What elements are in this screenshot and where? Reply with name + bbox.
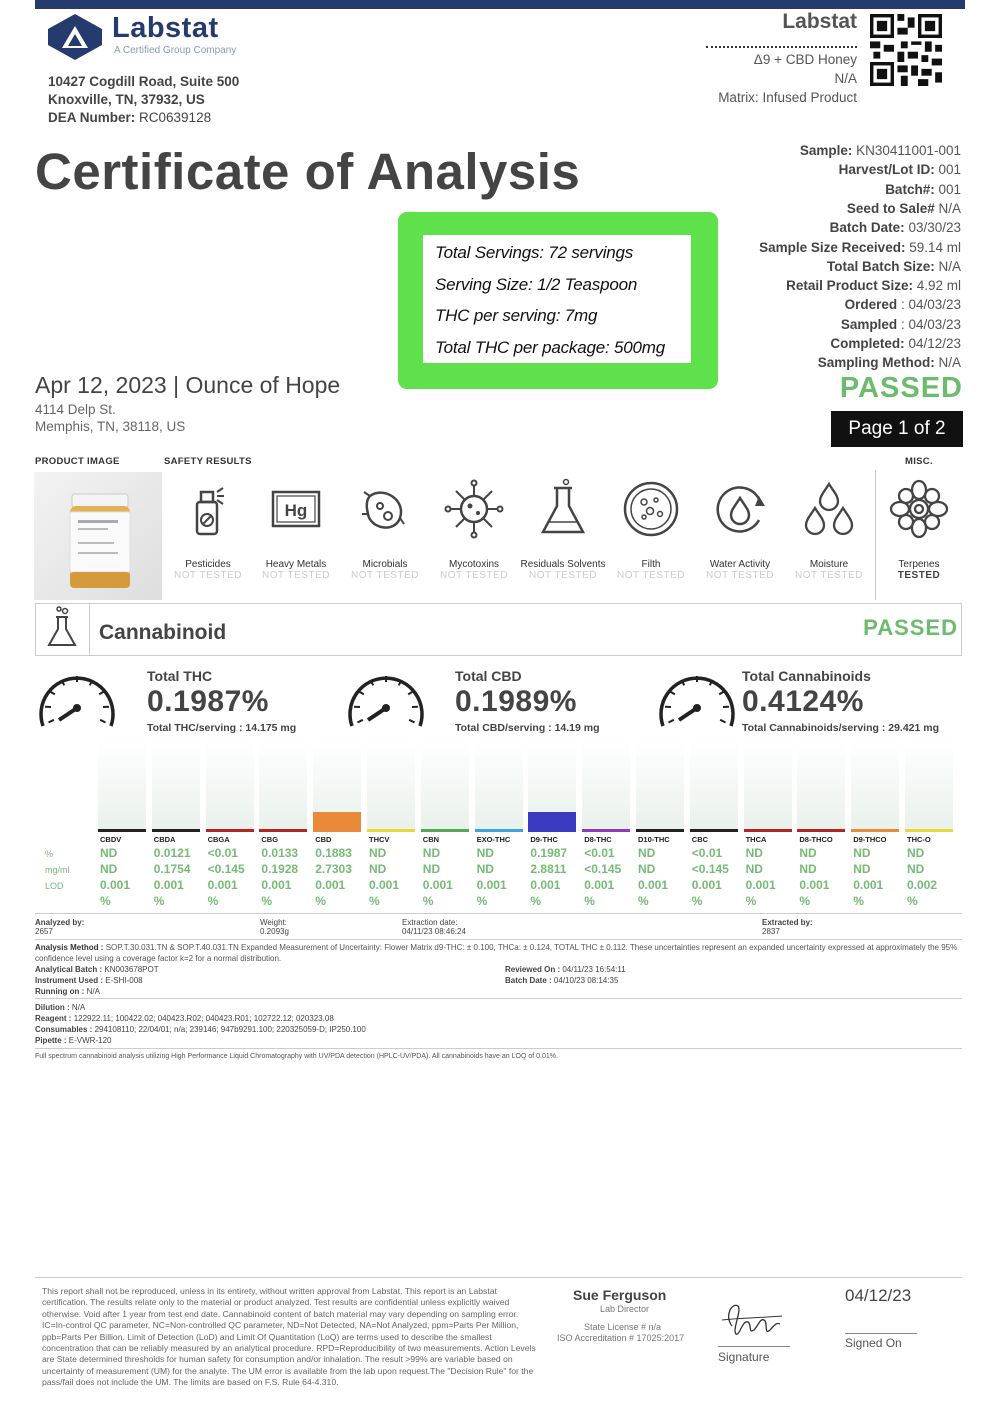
safety-status: NOT TESTED <box>174 570 242 581</box>
compound-name: THCA <box>745 835 767 844</box>
client-street: 4114 Delp St. <box>35 402 116 417</box>
compound-lod-unit: % <box>369 894 380 908</box>
compound-lod-unit: % <box>100 894 111 908</box>
compound-name: THC-O <box>907 835 931 844</box>
bar-column <box>152 740 200 830</box>
compound-lod: 0.001 <box>530 878 561 892</box>
lab-address-line2: Knoxville, TN, 37932, US <box>48 92 205 107</box>
compound-lod: 0.001 <box>691 878 722 892</box>
safety-item-filth <box>606 478 696 581</box>
compound-lod-unit: % <box>638 894 649 908</box>
labstat-logo-icon <box>46 12 104 62</box>
compound-name: CBN <box>422 835 440 844</box>
meta-row: Batch Date: 03/30/23 <box>829 220 961 236</box>
divider <box>35 1048 962 1049</box>
divider <box>35 998 962 999</box>
compound-percent: ND <box>369 846 387 860</box>
compound-name: CBD <box>315 835 332 844</box>
compound-lod: 0.002 <box>907 878 938 892</box>
bar-color-line <box>313 829 361 832</box>
total-value: 0.1989% <box>455 685 577 718</box>
qr-code-icon[interactable] <box>870 14 942 86</box>
petri-dish-icon <box>620 478 682 540</box>
compound-percent: <0.01 <box>584 846 615 860</box>
dotted-divider <box>706 46 857 48</box>
water-cycle-icon <box>709 478 771 540</box>
bar-column <box>259 740 307 830</box>
compound-lod-unit: % <box>853 894 864 908</box>
compound-lod-unit: % <box>907 894 918 908</box>
compound-mgml: ND <box>369 862 387 876</box>
compound-lod: 0.001 <box>799 878 830 892</box>
weight: Weight: 0.2093g <box>260 918 289 936</box>
meta-row: Ordered : 04/03/23 <box>844 297 961 313</box>
bar-color-line <box>259 829 307 832</box>
bar-color-line <box>797 829 845 832</box>
total-value: 0.1987% <box>147 685 269 718</box>
bar-color-line <box>206 829 254 832</box>
meta-row: Completed: 04/12/23 <box>830 336 961 351</box>
total-per-serving: Total THC/serving : 14.175 mg <box>147 722 297 734</box>
compound-mgml: ND <box>422 862 441 876</box>
signed-date: 04/12/23 <box>845 1286 912 1305</box>
compound-lod: 0.001 <box>369 878 400 892</box>
compound-mgml: 2.8811 <box>530 862 567 876</box>
compound-name: D9-THCO <box>853 835 887 844</box>
total-label: Total CBD <box>455 668 522 684</box>
product-na: N/A <box>834 71 857 86</box>
meta-row: Sampling Method: N/A <box>817 355 961 371</box>
flask-icon <box>532 478 594 540</box>
compound-percent: 0.1987 <box>530 846 568 860</box>
product-name: Δ9 + CBD Honey <box>753 52 857 67</box>
bar-column <box>528 740 576 830</box>
compound-name: CBC <box>691 835 709 844</box>
compound-mgml: ND <box>745 862 763 876</box>
bar-column <box>98 740 146 830</box>
total-label: Total Cannabinoids <box>742 668 871 684</box>
compound-mgml: ND <box>100 862 118 876</box>
reviewed-on: Reviewed On : 04/11/23 16:54:11 <box>505 965 626 974</box>
dea-number: DEA Number: RC0639128 <box>48 110 212 125</box>
footer-divider <box>35 1277 962 1278</box>
signature-line <box>718 1346 790 1347</box>
bar-color-line <box>98 829 146 832</box>
svg-text:Hg: Hg <box>284 501 308 520</box>
misc-divider <box>875 470 876 600</box>
bar-column <box>367 740 415 830</box>
meta-row: Retail Product Size: 4.92 ml <box>786 278 961 294</box>
product-image-label: PRODUCT IMAGE <box>35 456 120 467</box>
gauge-icon <box>344 668 428 730</box>
safety-name: Microbials <box>362 559 408 570</box>
row-label-lod: LOD <box>45 881 64 891</box>
compound-name: EXO-THC <box>476 835 511 844</box>
iso-accreditation: ISO Accreditation # 17025:2017 <box>557 1333 685 1343</box>
running-on: Running on : N/A <box>35 987 100 996</box>
compound-lod-unit: % <box>476 894 488 908</box>
compound-name: CBDV <box>100 835 122 844</box>
bar-color-line <box>636 829 684 832</box>
thc-per-serving: THC per serving: 7mg <box>435 306 598 325</box>
disclaimer: This report shall not be reproduced, unless in its entirety, without written approval from Labstat. This report is an Labstat certification. The results relate only to the material or product analyzed. Test results are confidential unless explicitly waived otherwise. Void after 1 year from test end date. Cannabinoid content of batch material may vary depending on sampling error. IC=In-control QC parameter, NC=Non-controlled QC parameter, ND=Not Detected, NA=Not Analyzed, ppm=Parts Per Million, ppb=Parts Per Billion. Limit of Detection (LoD) and Limit Of Quantitation (LoQ) are terms used to describe the smallest concentration that can be reliably measured by an analytical procedure. RPD=Reproducibility of two measurements. Action Levels are State determined thresholds for human safety for consumption and/or inhalation. The result >99% are variable based on uncertainty of measurement (UM) for the analyte. The UM error is available from the lab upon request.The "Decision Rule" for the pass/fail does not include the UM. The limits are based on F.S. Rule 64-4.310. <box>42 1286 536 1388</box>
extracted-by: Extracted by: 2837 <box>762 918 813 936</box>
analyzed-by: Analyzed by: 2657 <box>35 918 85 936</box>
signed-on-label: Signed On <box>845 1336 902 1350</box>
bar-fill <box>528 812 576 830</box>
compound-name: D9-THC <box>530 835 558 844</box>
virus-icon <box>443 478 505 540</box>
compound-mgml: 0.1754 <box>153 862 191 876</box>
compound-lod: 0.001 <box>100 878 131 892</box>
compound-lod: 0.001 <box>745 878 776 892</box>
reagent: Reagent : 122922.11; 100422.02; 040423.R02; 040423.R01; 102722.12; 020323.08 <box>35 1014 334 1023</box>
bar-color-line <box>475 829 523 832</box>
meta-row: Sample: KN30411001-001 <box>799 143 961 158</box>
compound-percent: ND <box>476 846 494 860</box>
compound-lod-unit: % <box>745 894 757 908</box>
safety-status: TESTED <box>897 570 941 581</box>
meta-row: Batch#: 001 <box>885 181 961 197</box>
compound-lod-unit: % <box>691 894 703 908</box>
compound-percent: 0.0121 <box>153 846 191 860</box>
signature-image <box>718 1296 788 1344</box>
compound-lod: 0.001 <box>584 878 615 892</box>
consumables: Consumables : 294108110; 22/04/01; n/a; 239146; 947b9291.100; 220325059-D; IP250.100 <box>35 1025 366 1034</box>
meta-row: Seed to Sale# N/A <box>846 200 961 216</box>
compound-mgml: ND <box>799 862 817 876</box>
batch-date: Batch Date : 04/10/23 08:14:35 <box>505 976 619 985</box>
safety-status: NOT TESTED <box>706 570 774 581</box>
safety-status: NOT TESTED <box>617 570 685 581</box>
compound-mgml: ND <box>638 862 656 876</box>
compound-lod: 0.001 <box>261 878 292 892</box>
analysis-method: Analysis Method : SOP.T.30.031.TN & SOP.T.40.031.TN Expanded Measurement of Uncertainty: Flower Matrix d9-THC: ± 0.100, THCa: ± 0.124, TOTAL THC ± 0.112. These uncertainties represent an expanded uncertainty expressed at approximately the 95% confidence level using a coverage factor k=2 for a normal distribution. <box>35 943 958 963</box>
safety-name: Pesticides <box>185 559 231 570</box>
row-label-mgml: mg/ml <box>45 865 70 875</box>
gauge-icon <box>655 668 739 730</box>
safety-status: NOT TESTED <box>351 570 419 581</box>
bar-column <box>475 740 523 830</box>
meta-row: Sampled : 04/03/23 <box>840 316 961 332</box>
method-note: Full spectrum cannabinoid analysis utilizing High Performance Liquid Chromatography with UV/PDA detection (HPLC-UV/PDA). All cannabinoids have an LOQ of 0.01%. <box>35 1053 558 1060</box>
divider <box>35 913 962 914</box>
compound-percent: ND <box>745 846 763 860</box>
compound-percent: ND <box>100 846 118 860</box>
cannabinoid-title: Cannabinoid <box>99 621 227 644</box>
logo-tagline: A Certified Group Company <box>114 45 237 56</box>
dilution: Dilution : N/A <box>35 1003 86 1012</box>
compound-name: D8-THC <box>584 835 612 844</box>
compound-mgml: 2.7303 <box>315 862 352 876</box>
safety-results-label: SAFETY RESULTS <box>164 456 252 467</box>
bar-column <box>206 740 254 830</box>
logo-name: Labstat <box>112 12 219 44</box>
compound-lod: 0.001 <box>476 878 507 892</box>
compound-percent: ND <box>799 846 817 860</box>
compound-mgml: <0.145 <box>207 862 245 876</box>
compound-percent: 0.1883 <box>315 846 352 860</box>
client-heading: Apr 12, 2023 | Ounce of Hope <box>35 372 341 398</box>
safety-name: Mycotoxins <box>448 559 499 570</box>
compound-mgml: <0.145 <box>691 862 729 876</box>
bar-color-line <box>152 829 200 832</box>
compound-lod-unit: % <box>799 894 811 908</box>
safety-name: Heavy Metals <box>265 559 327 570</box>
compound-lod-unit: % <box>584 894 595 908</box>
pipette: Pipette : E-VWR-120 <box>35 1036 112 1045</box>
compound-lod-unit: % <box>261 894 273 908</box>
meta-row: Harvest/Lot ID: 001 <box>838 162 961 178</box>
compound-mgml: <0.145 <box>584 862 622 876</box>
compound-lod: 0.001 <box>207 878 238 892</box>
bar-color-line <box>421 829 469 832</box>
compound-percent: <0.01 <box>207 846 238 860</box>
bar-color-line <box>367 829 415 832</box>
compound-lod: 0.001 <box>853 878 884 892</box>
signature-label: Signature <box>718 1350 770 1364</box>
compound-lod-unit: % <box>530 894 542 908</box>
page-indicator: Page 1 of 2 <box>831 411 963 447</box>
meta-row: Sample Size Received: 59.14 ml <box>759 239 961 255</box>
bar-color-line <box>528 829 576 832</box>
compound-mgml: 0.1928 <box>261 862 299 876</box>
bar-column <box>905 740 953 830</box>
safety-status: NOT TESTED <box>795 570 863 581</box>
cannabinoid-icon-box <box>35 603 90 656</box>
compound-lod: 0.001 <box>315 878 346 892</box>
bar-column <box>636 740 684 830</box>
flower-icon <box>888 478 950 540</box>
pesticide-spray-icon <box>177 478 239 540</box>
compound-name: D10-THC <box>638 835 670 844</box>
safety-item-terpenes <box>874 478 964 581</box>
safety-item-residuals-solvents <box>518 478 608 581</box>
flask-icon <box>35 603 90 656</box>
compound-lod-unit: % <box>422 894 434 908</box>
gauge-icon <box>35 668 119 730</box>
hg-icon <box>265 478 327 540</box>
bar-column <box>851 740 899 830</box>
total-label: Total THC <box>147 668 213 684</box>
product-image <box>34 472 162 600</box>
compound-name: THCV <box>369 835 390 844</box>
bar-column <box>421 740 469 830</box>
compound-percent: ND <box>422 846 441 860</box>
compound-lod: 0.001 <box>638 878 669 892</box>
safety-name: Water Activity <box>709 559 771 570</box>
compound-name: D8-THCO <box>799 835 833 844</box>
compound-percent: <0.01 <box>691 846 723 860</box>
safety-status: NOT TESTED <box>262 570 330 581</box>
compound-percent: 0.0133 <box>261 846 299 860</box>
lab-name-right: Labstat <box>782 10 857 33</box>
compound-percent: ND <box>907 846 925 860</box>
compound-name: CBG <box>261 835 279 844</box>
compound-lod-unit: % <box>207 894 219 908</box>
serving-size: Serving Size: 1/2 Teaspoon <box>435 275 638 294</box>
signer-name: Sue Ferguson <box>573 1287 667 1303</box>
microbe-icon <box>354 478 416 540</box>
lab-address-line1: 10427 Cogdill Road, Suite 500 <box>48 74 240 89</box>
row-label-percent: % <box>45 849 54 859</box>
client-city: Memphis, TN, 38118, US <box>35 419 186 434</box>
bar-column <box>744 740 792 830</box>
compound-mgml: ND <box>907 862 925 876</box>
droplets-icon <box>798 478 860 540</box>
bar-color-line <box>690 829 738 832</box>
compound-lod: 0.001 <box>153 878 184 892</box>
total-per-serving: Total Cannabinoids/serving : 29.421 mg <box>742 722 940 734</box>
compound-mgml: ND <box>476 862 494 876</box>
total-per-serving: Total CBD/serving : 14.19 mg <box>455 722 600 734</box>
cannabinoid-status: PASSED <box>863 615 958 640</box>
meta-row: Total Batch Size: N/A <box>826 258 961 274</box>
analytical-batch: Analytical Batch : KN003678POT <box>35 965 159 974</box>
compound-lod: 0.001 <box>422 878 453 892</box>
bar-color-line <box>744 829 792 832</box>
safety-name: Terpenes <box>898 559 940 570</box>
safety-item-microbials <box>340 478 430 581</box>
instrument-used: Instrument Used : E-SHI-008 <box>35 976 143 985</box>
total-thc-package: Total THC per package: 500mg <box>435 338 666 357</box>
bar-column <box>797 740 845 830</box>
matrix: Matrix: Infused Product <box>718 90 857 105</box>
overall-status-badge: PASSED <box>839 372 963 404</box>
bar-column <box>582 740 630 830</box>
compound-percent: ND <box>638 846 656 860</box>
compound-percent: ND <box>853 846 871 860</box>
compound-name: CBGA <box>207 835 230 844</box>
safety-name: Residuals Solvents <box>520 559 606 570</box>
top-accent-bar <box>35 0 965 9</box>
safety-status: NOT TESTED <box>440 570 508 581</box>
compound-lod-unit: % <box>315 894 326 908</box>
page-title: Certificate of Analysis <box>35 143 581 200</box>
total-value: 0.4124% <box>742 685 864 718</box>
bar-color-line <box>582 829 630 832</box>
bar-color-line <box>905 829 953 832</box>
safety-name: Filth <box>641 559 661 570</box>
signed-on-line <box>845 1333 917 1334</box>
bar-fill <box>313 812 361 830</box>
bar-column <box>313 740 361 830</box>
misc-label: MISC. <box>905 456 933 467</box>
bar-color-line <box>851 829 899 832</box>
bar-column <box>690 740 738 830</box>
safety-item-heavy-metals <box>251 478 341 581</box>
compound-mgml: ND <box>853 862 871 876</box>
safety-item-moisture <box>784 478 874 581</box>
divider <box>35 939 962 940</box>
signer-title: Lab Director <box>600 1304 650 1314</box>
safety-item-pesticides <box>163 478 253 581</box>
state-license: State License # n/a <box>584 1322 662 1332</box>
safety-name: Moisture <box>809 559 849 570</box>
extraction-date: Extraction date: 04/11/23 08:46:24 <box>402 918 466 936</box>
total-servings: Total Servings: 72 servings <box>435 243 634 262</box>
compound-name: CBDA <box>153 835 176 844</box>
safety-status: NOT TESTED <box>529 570 597 581</box>
safety-item-mycotoxins <box>429 478 519 581</box>
safety-item-water-activity <box>695 478 785 581</box>
compound-lod-unit: % <box>153 894 165 908</box>
